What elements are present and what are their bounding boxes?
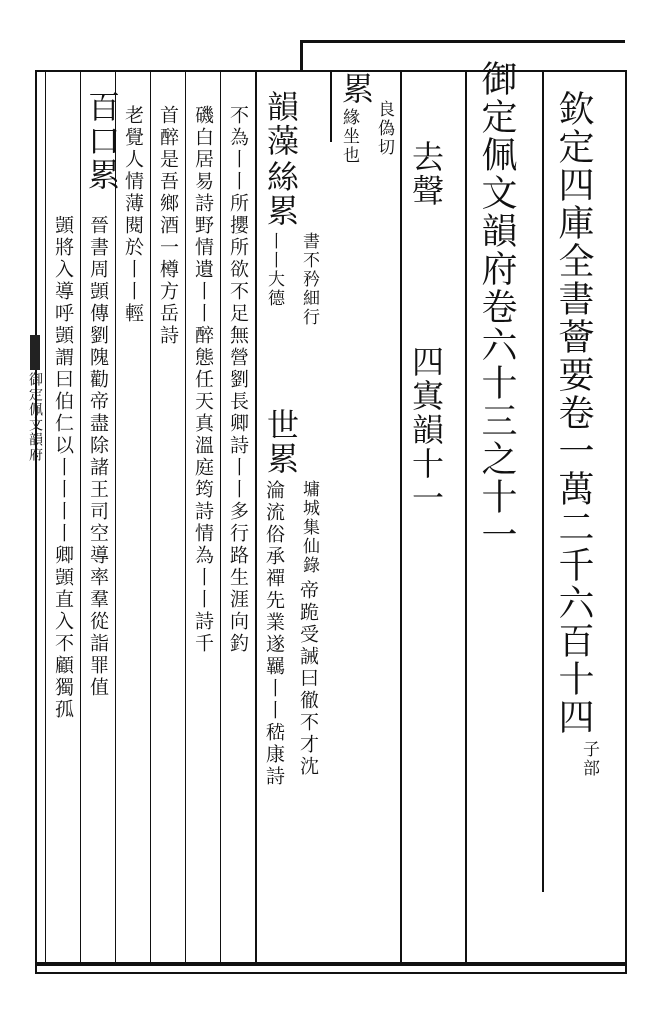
- entry-note: 墉城集仙錄: [299, 480, 319, 575]
- tone-heading: 去聲: [407, 140, 445, 208]
- column-rule: [400, 72, 402, 962]
- entry-note: 書不矜細行: [299, 232, 319, 327]
- book-title: 御定佩文韻府卷六十三之十一: [476, 60, 517, 554]
- column-rule: [255, 72, 257, 962]
- bottom-border: [35, 962, 625, 966]
- entry-term: 百口累: [83, 90, 121, 192]
- column-rule: [80, 72, 81, 962]
- pronunciation-note: 良偽切: [374, 100, 394, 157]
- column-rule: [115, 72, 116, 962]
- text-column: 帝跪受誡曰徹不才沈: [297, 580, 319, 778]
- entry-note: 丨丨大德: [264, 232, 284, 308]
- top-border: [300, 40, 625, 43]
- margin-marker: [30, 335, 40, 370]
- column-rule: [185, 72, 186, 962]
- text-column: 老覺人情薄閱於丨丨輕: [122, 105, 144, 325]
- text-column: 顗將入導呼顗謂曰伯仁以丨丨丨丨卿顗直入不顧獨孤: [52, 215, 74, 721]
- head-character: 累: [337, 72, 375, 106]
- column-rule: [150, 72, 151, 962]
- text-column: 不為丨丨所攖所欲不足無營劉長卿詩丨丨多行路生涯向釣: [227, 105, 249, 655]
- collection-title: 欽定四庫全書薈要卷一萬二千六百十四: [553, 90, 594, 736]
- entry-term: 世累: [262, 408, 300, 476]
- section-label: 子部: [579, 740, 599, 778]
- entry-term: 絲累: [262, 160, 300, 228]
- text-column: 淪流俗承禪先業遂羈丨丨嵇康詩: [263, 480, 285, 788]
- column-rule: [220, 72, 221, 962]
- column-rule: [542, 72, 544, 892]
- top-border-step: [300, 40, 303, 72]
- column-rule: [45, 72, 46, 962]
- text-column: 磯白居易詩野情遺丨丨醉態任天真溫庭筠詩情為丨丨詩千: [192, 105, 214, 655]
- margin-label: 御定佩文韻府: [27, 372, 43, 462]
- section-heading: 韻藻: [262, 90, 300, 158]
- column-rule: [465, 72, 467, 962]
- meaning-note: 緣坐也: [339, 108, 359, 165]
- rhyme-heading: 四寘韻十一: [407, 345, 445, 515]
- text-column: 首醉是吾鄉酒一樽方岳詩: [157, 105, 179, 347]
- text-column: 晉書周顗傳劉隗勸帝盡除諸王司空導率羣從詣罪值: [87, 215, 109, 699]
- column-rule: [330, 72, 332, 142]
